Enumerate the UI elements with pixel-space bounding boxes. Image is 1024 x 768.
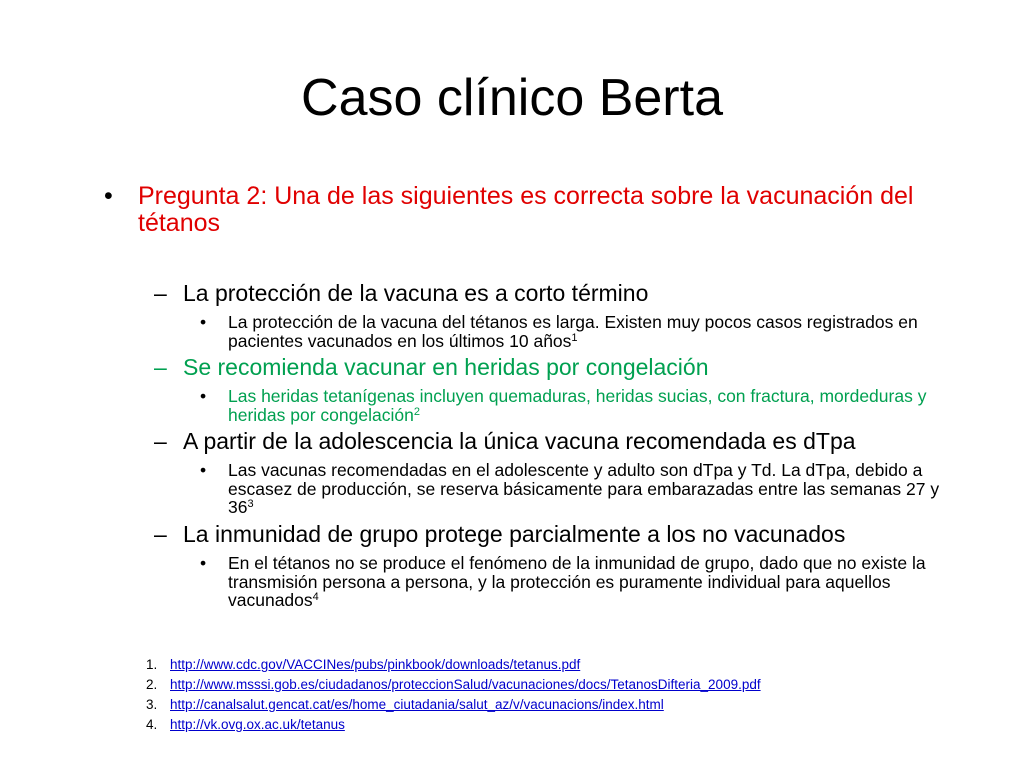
reference-link-3[interactable]: http://canalsalut.gencat.cat/es/home_ciutadania/salut_az/v/vacunacions/index.html — [170, 697, 664, 712]
bullet-icon: • — [200, 553, 207, 573]
option-3-explanation — [200, 460, 968, 517]
question-text: Pregunta 2: Una de las siguientes es correcta sobre la vacunación del tétanos — [138, 182, 914, 237]
dash-icon: – — [154, 428, 167, 454]
option-4-ref-marker: 4 — [312, 591, 319, 603]
option-2-explanation — [200, 386, 968, 425]
slide-title: Caso clínico Berta — [301, 69, 723, 127]
option-2-explanation-text: Las heridas tetanígenas incluyen quemaduras, heridas sucias, con fractura, mordeduras y heridas por congelación — [228, 386, 927, 425]
reference-item — [146, 715, 1006, 735]
bullet-icon: • — [200, 386, 207, 406]
bullet-icon: • — [200, 312, 207, 332]
option-4 — [154, 521, 983, 547]
reference-number: 3. — [146, 697, 158, 712]
dash-icon: – — [154, 280, 167, 306]
bullet-icon: • — [200, 460, 207, 480]
option-3-ref-marker: 3 — [247, 498, 254, 510]
option-4-explanation — [200, 553, 968, 610]
bullet-icon: • — [104, 182, 113, 210]
option-1-ref-marker: 1 — [571, 331, 578, 344]
reference-link-2[interactable]: http://www.msssi.gob.es/ciudadanos/proteccionSalud/vacunaciones/docs/TetanosDifteria_2009.pdf — [170, 677, 761, 692]
option-4-explanation-text: En el tétanos no se produce el fenómeno de la inmunidad de grupo, dado que no existe la transmisión persona a persona, y la protección es puramente individual para aquellos vacunados — [228, 553, 926, 610]
option-2-ref-marker: 2 — [413, 405, 420, 418]
option-3-explanation-text: Las vacunas recomendadas en el adolescente y adulto son dTpa y Td. La dTpa, debido a escasez de producción, se reserva básicamente para embarazadas entre las semanas 27 y 36 — [228, 460, 940, 517]
dash-icon: – — [154, 354, 167, 380]
option-1-text: La protección de la vacuna es a corto término — [183, 280, 649, 306]
references-list — [146, 655, 1006, 735]
option-3-text: A partir de la adolescencia la única vacuna recomendada es dTpa — [183, 428, 856, 454]
reference-number: 1. — [146, 657, 158, 672]
option-1-explanation-text: La protección de la vacuna del tétanos es larga. Existen muy pocos casos registrados en pacientes vacunados en los últimos 10 años — [228, 312, 918, 351]
option-4-text: La inmunidad de grupo protege parcialmente a los no vacunados — [183, 521, 846, 547]
reference-number: 2. — [146, 677, 158, 692]
option-3 — [154, 428, 983, 454]
reference-item — [146, 655, 1006, 675]
reference-item — [146, 675, 1006, 695]
reference-link-1[interactable]: http://www.cdc.gov/VACCINes/pubs/pinkbook/downloads/tetanus.pdf — [170, 657, 581, 672]
option-1-explanation — [200, 312, 968, 351]
dash-icon: – — [154, 521, 167, 547]
question — [104, 182, 968, 237]
reference-number: 4. — [146, 717, 158, 732]
option-1 — [154, 280, 983, 306]
reference-link-4[interactable]: http://vk.ovg.ox.ac.uk/tetanus — [170, 717, 345, 732]
option-2-text: Se recomienda vacunar en heridas por congelación — [183, 354, 709, 380]
option-2 — [154, 354, 983, 380]
reference-item — [146, 695, 1006, 715]
